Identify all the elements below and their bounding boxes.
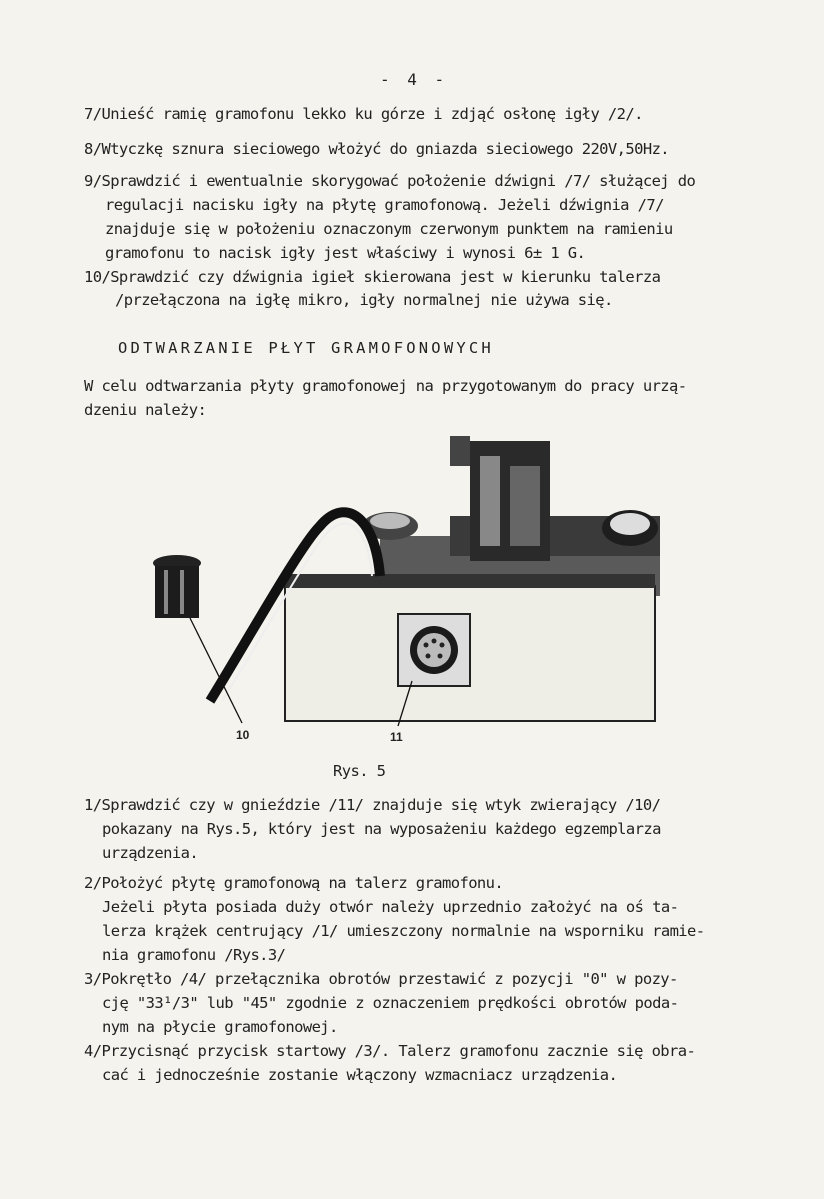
bottom-step-3-line-3: nym na płycie gramofonowej. (102, 1018, 338, 1036)
figure-label-11: 11 (390, 730, 403, 744)
platter-rim-inner (610, 513, 650, 535)
bottom-step-4-line-1: 4/Przycisnąć przycisk startowy /3/. Talerz gramofonu zacznie się obra- (84, 1042, 696, 1060)
bottom-step-2-line-4: nia gramofonu /Rys.3/ (102, 946, 286, 964)
bottom-step-1-line-3: urządzenia. (102, 844, 199, 862)
intro-line-1: W celu odtwarzania płyty gramofonowej na przygotowanym do pracy urzą- (84, 377, 687, 395)
bottom-step-1-line-1: 1/Sprawdzić czy w gnieździe /11/ znajduje się wtyk zwierający /10/ (84, 796, 661, 814)
step-9-line-1: 9/Sprawdzić i ewentualnie skorygować położenie dźwigni /7/ służącej do (84, 172, 696, 190)
step-10-line-2: /przełączona na igłę mikro, igły normalnej nie używa się. (115, 291, 613, 309)
step-8-line-1: 8/Wtyczkę sznura sieciowego włożyć do gniazda sieciowego 220V,50Hz. (84, 140, 670, 158)
tone-arm-detail (480, 456, 500, 546)
bottom-step-3-line-2: cję "33¹/3" lub "45" zgodnie z oznaczeniem prędkości obrotów poda- (102, 994, 679, 1012)
speed-knob-top (370, 513, 410, 529)
step-9-line-4: gramofonu to nacisk igły jest właściwy i wynosi 6± 1 G. (105, 244, 586, 262)
shorting-plug-groove (180, 570, 184, 614)
step-7-line-1: 7/Unieść ramię gramofonu lekko ku górze i zdjąć osłonę igły /2/. (84, 105, 643, 123)
shorting-plug-groove (164, 570, 168, 614)
section-heading: ODTWARZANIE PŁYT GRAMOFONOWYCH (118, 339, 494, 357)
bottom-step-4-line-2: cać i jednocześnie zostanie włączony wzmacniacz urządzenia. (102, 1066, 618, 1084)
figure-label-10: 10 (236, 728, 250, 742)
figure-caption: Rys. 5 (333, 762, 386, 780)
step-10-line-1: 10/Sprawdzić czy dźwignia igieł skierowana jest w kierunku talerza (84, 268, 661, 286)
din-socket-face (417, 633, 451, 667)
page-number: - 4 - (380, 70, 449, 89)
step-9-line-3: znajduje się w położeniu oznaczonym czerwonym punktem na ramieniu (105, 220, 673, 238)
socket-pin (426, 654, 431, 659)
bottom-step-3-line-1: 3/Pokrętło /4/ przełącznika obrotów przestawić z pozycji "0" w pozy- (84, 970, 678, 988)
socket-pin (440, 643, 445, 648)
tone-arm-top (450, 436, 470, 466)
socket-pin (432, 639, 437, 644)
front-panel-top-edge (285, 574, 655, 588)
bottom-step-2-line-1: 2/Położyć płytę gramofonową na talerz gramofonu. (84, 874, 504, 892)
tone-arm-detail-2 (510, 466, 540, 546)
socket-pin (438, 654, 443, 659)
step-9-line-2: regulacji nacisku igły na płytę gramofonową. Jeżeli dźwignia /7/ (105, 196, 664, 214)
bottom-step-1-line-2: pokazany na Rys.5, który jest na wyposażeniu każdego egzemplarza (102, 820, 661, 838)
socket-pin (424, 643, 429, 648)
bottom-step-2-line-2: Jeżeli płyta posiada duży otwór należy uprzednio założyć na oś ta- (102, 898, 679, 916)
bottom-step-2-line-3: lerza krążek centrujący /1/ umieszczony normalnie na wsporniku ramie- (102, 922, 705, 940)
intro-line-2: dzeniu należy: (84, 401, 207, 419)
turntable-socket-illustration (150, 436, 660, 748)
shorting-plug (155, 566, 199, 618)
